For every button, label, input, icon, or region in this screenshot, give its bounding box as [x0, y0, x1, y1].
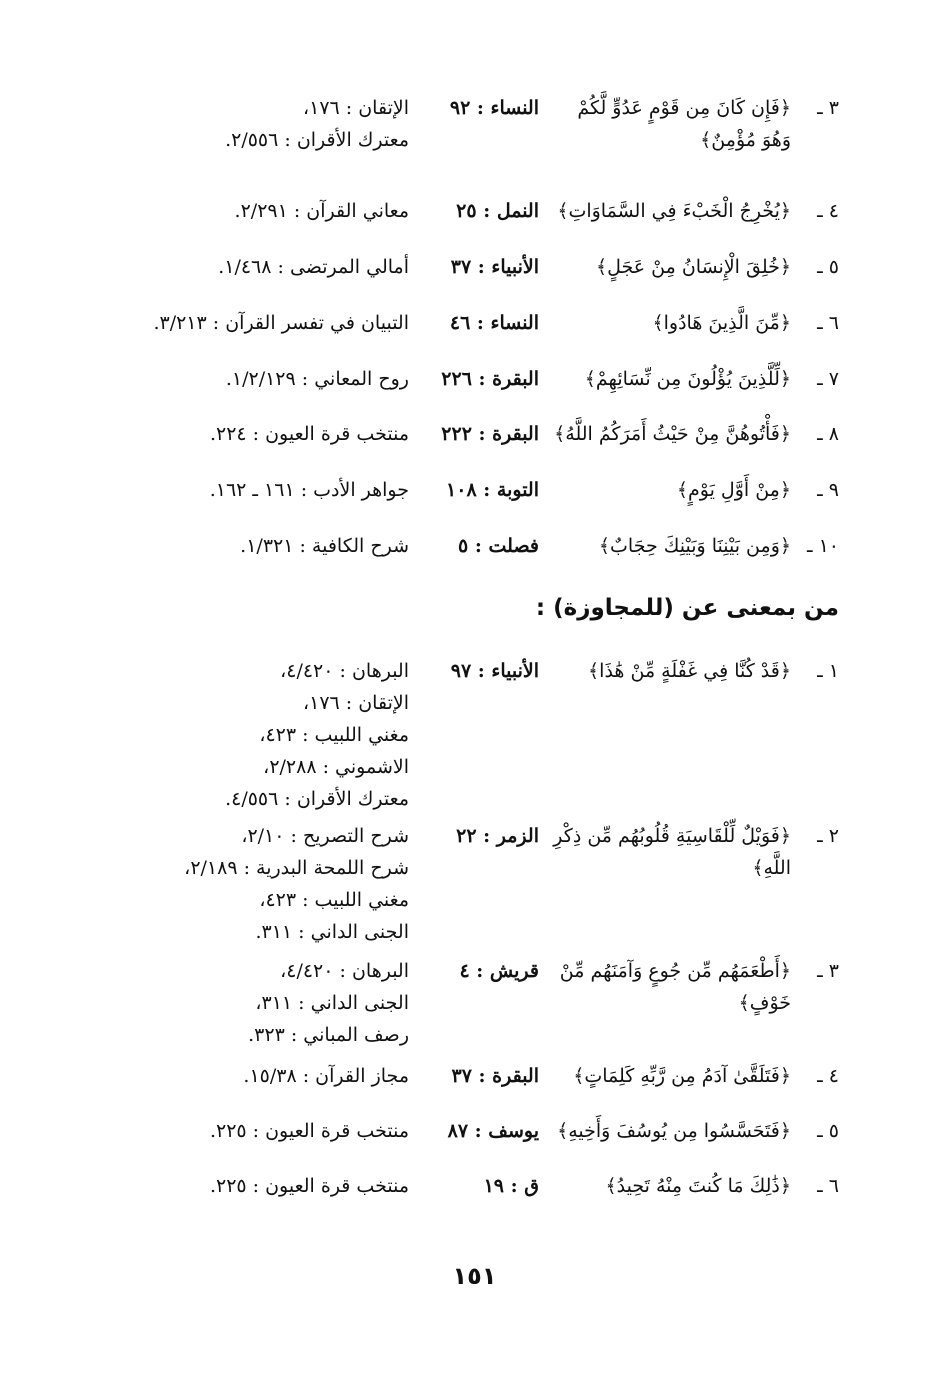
source-references: [119, 251, 409, 283]
verse-text: ﴿قَدْ كُنَّا فِي غَفْلَةٍ مِّنْ هَٰذَا﴾: [588, 660, 791, 682]
source-reference: مغني اللبيب : ٤٢٣،: [259, 724, 409, 746]
source-reference: مجاز القرآن : ١٥/٣٨.: [243, 1065, 409, 1087]
source-reference: جواهر الأدب : ١٦١ ـ ١٦٢.: [209, 479, 409, 501]
verse-text: ﴿لِّلَّذِينَ يُؤْلُونَ مِن نِّسَائِهِمْ﴾: [584, 368, 791, 390]
source-reference: الجنى الداني : ٣١١.: [255, 921, 409, 943]
surah-reference: البقرة : ٢٢٦: [441, 368, 539, 390]
page-number: ١٥١: [452, 1262, 497, 1290]
source-reference: منتخب قرة العيون : ٢٢٤.: [209, 423, 409, 445]
entry-number: ٦ ـ: [817, 1175, 839, 1197]
source-reference: معاني القرآن : ٢/٢٩١.: [234, 200, 409, 222]
source-references: [119, 92, 409, 156]
source-reference: البرهان : ٤/٤٢٠،: [280, 660, 409, 682]
source-reference: الإتقان : ١٧٦،: [302, 97, 409, 119]
entry-number: ١ ـ: [817, 660, 839, 682]
surah-reference: الأنبياء : ٣٧: [450, 256, 539, 278]
surah-reference: الأنبياء : ٩٧: [450, 660, 539, 682]
source-reference: شرح التصريح : ٢/١٠،: [241, 825, 409, 847]
surah-reference: النساء : ٤٦: [449, 312, 539, 334]
verse-text: ﴿خُلِقَ الْإِنسَانُ مِنْ عَجَلٍ﴾: [596, 256, 791, 278]
entry-number: ٢ ـ: [817, 825, 839, 847]
surah-reference: يوسف : ٨٧: [447, 1120, 539, 1142]
source-reference: الاشموني : ٢/٢٨٨،: [263, 756, 409, 778]
source-references: [119, 1170, 409, 1202]
verse-text: ﴿مِّنَ الَّذِينَ هَادُوا﴾: [652, 312, 791, 334]
source-references: [119, 195, 409, 227]
verse-text: ﴿فَوَيْلٌ لِّلْقَاسِيَةِ قُلُوبُهُم مِّن ذِكْرِ اللَّهِ﴾: [553, 825, 791, 879]
surah-reference: قريش : ٤: [459, 960, 539, 982]
source-references: [119, 655, 409, 815]
source-references: [119, 530, 409, 562]
surah-reference: البقرة : ٢٢٢: [441, 423, 539, 445]
source-reference: معترك الأقران : ٤/٥٥٦.: [225, 788, 409, 810]
surah-reference: النمل : ٢٥: [456, 200, 539, 222]
source-reference: الإتقان : ١٧٦،: [302, 692, 409, 714]
verse-text: ﴿فَأْتُوهُنَّ مِنْ حَيْثُ أَمَرَكُمُ اللَّهُ﴾: [554, 423, 791, 445]
entry-number: ٧ ـ: [817, 368, 839, 390]
surah-reference: ق : ١٩: [483, 1175, 539, 1197]
source-reference: منتخب قرة العيون : ٢٢٥.: [209, 1120, 409, 1142]
source-references: [119, 307, 409, 339]
source-references: [119, 820, 409, 948]
entry-number: ٥ ـ: [817, 256, 839, 278]
source-references: [119, 418, 409, 450]
source-reference: أمالي المرتضى : ١/٤٦٨.: [218, 256, 409, 278]
source-reference: معترك الأقران : ٢/٥٥٦.: [225, 129, 409, 151]
entry-number: ٤ ـ: [817, 1065, 839, 1087]
source-reference: البرهان : ٤/٤٢٠،: [280, 960, 409, 982]
entry-number: ٨ ـ: [817, 423, 839, 445]
source-references: [119, 955, 409, 1051]
verse-text: ﴿فَإِن كَانَ مِن قَوْمٍ عَدُوٍّ لَّكُمْ وَهُوَ مُؤْمِنٌ﴾: [577, 97, 791, 151]
source-reference: رصف المباني : ٣٢٣.: [248, 1024, 409, 1046]
source-references: [119, 363, 409, 395]
entry-number: ٣ ـ: [817, 960, 839, 982]
source-reference: التبيان في تفسر القرآن : ٣/٢١٣.: [153, 312, 409, 334]
surah-reference: الزمر : ٢٢: [456, 825, 539, 847]
surah-reference: النساء : ٩٢: [449, 97, 539, 119]
source-reference: شرح اللمحة البدرية : ٢/١٨٩،: [184, 857, 409, 879]
surah-reference: البقرة : ٣٧: [451, 1065, 539, 1087]
surah-reference: التوبة : ١٠٨: [446, 479, 539, 501]
verse-text: ﴿فَتَحَسَّسُوا مِن يُوسُفَ وَأَخِيهِ﴾: [557, 1120, 791, 1142]
section-heading: من بمعنى عن (للمجاوزة) :: [535, 595, 839, 621]
source-reference: شرح الكافية : ١/٣٢١.: [240, 535, 409, 557]
source-references: [119, 1115, 409, 1147]
verse-text: ﴿فَتَلَقَّىٰ آدَمُ مِن رَّبِّهِ كَلِمَاتٍ﴾: [573, 1065, 791, 1087]
entry-number: ٥ ـ: [817, 1120, 839, 1142]
entry-number: ٦ ـ: [817, 312, 839, 334]
surah-reference: فصلت : ٥: [458, 535, 539, 557]
entry-number: ٩ ـ: [817, 479, 839, 501]
source-reference: منتخب قرة العيون : ٢٢٥.: [209, 1175, 409, 1197]
source-references: [119, 1060, 409, 1092]
verse-text: ﴿وَمِن بَيْنِنَا وَبَيْنِكَ حِجَابٌ﴾: [598, 535, 791, 557]
verse-text: ﴿مِنْ أَوَّلِ يَوْمٍ﴾: [676, 479, 791, 501]
entry-number: ٤ ـ: [817, 200, 839, 222]
verse-text: ﴿أَطْعَمَهُم مِّن جُوعٍ وَآمَنَهُم مِّنْ خَوْفٍ﴾: [559, 960, 791, 1014]
source-reference: روح المعاني : ١/٢/١٢٩.: [225, 368, 409, 390]
verse-text: ﴿ذَٰلِكَ مَا كُنتَ مِنْهُ تَحِيدُ﴾: [605, 1175, 791, 1197]
entry-number: ٣ ـ: [817, 97, 839, 119]
source-reference: الجنى الداني : ٣١١،: [255, 992, 409, 1014]
source-references: [119, 474, 409, 506]
verse-text: ﴿يُخْرِجُ الْخَبْءَ فِي السَّمَاوَاتِ﴾: [557, 200, 791, 222]
source-reference: مغني اللبيب : ٤٢٣،: [259, 889, 409, 911]
entry-number: ١٠ ـ: [806, 535, 839, 557]
